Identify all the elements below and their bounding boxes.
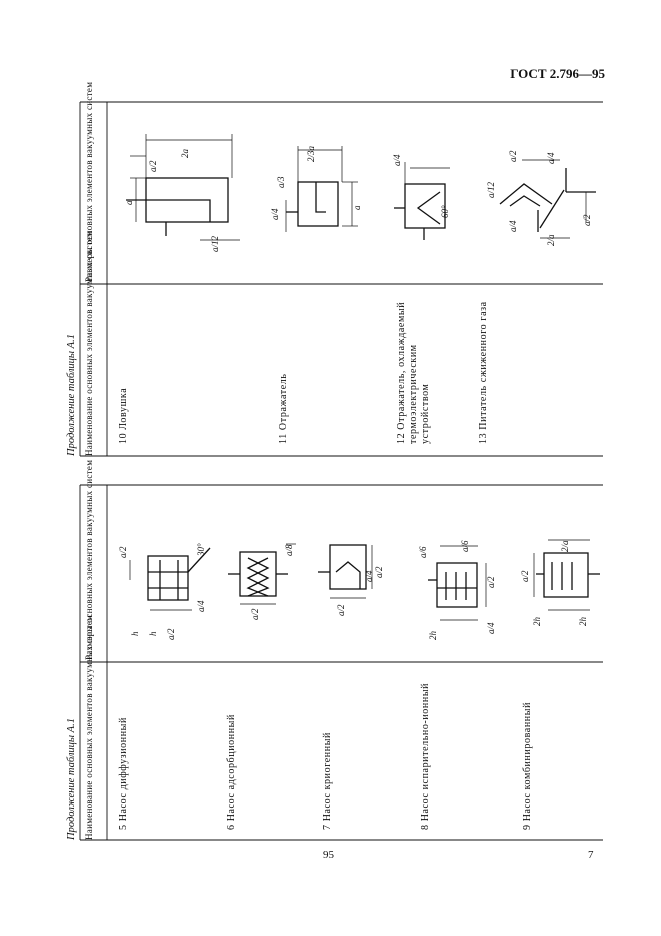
dim-label-2hb-comb: 2h: [578, 617, 588, 626]
figure-evaporation-ion-pump: [428, 563, 477, 607]
dim-label-a2-ads: a/2: [250, 608, 260, 620]
figure-cooled-reflector: [394, 184, 445, 240]
dim-label-a4-cooled: a/4: [392, 154, 402, 166]
evaporation-ion-pump-dims: [440, 546, 486, 620]
dim-label-a: a: [124, 200, 134, 205]
row-label-cryogenic-pump: 7 Насос криогенный: [322, 732, 333, 830]
row-label-evaporation-ion-pump: 8 Насос испарительно-ионный: [420, 682, 431, 830]
figure-adsorption-pump: [228, 552, 288, 596]
dim-label-a2-feeder-right: a/2: [582, 214, 592, 226]
dim-label-2a: 2a: [180, 149, 190, 158]
top-table-frame: [80, 81, 603, 456]
figure-trap: [126, 178, 228, 236]
page-number-left: 95: [323, 849, 334, 861]
bottom-col-name-header: Наименование основных элементов вакуумных систем: [84, 614, 94, 840]
row-label-adsorption-pump: 6 Насос адсорбционный: [226, 714, 237, 830]
caption-top: Продолжение таблицы А.1: [66, 334, 77, 456]
row-label-gas-feeder: 13 Питатель сжиженного газа: [478, 301, 489, 444]
dim-label-a-right: a: [352, 205, 362, 210]
reflector-dims: [286, 146, 358, 232]
dim-label-h2-diff: h: [148, 631, 158, 636]
dim-label-2a-feeder: 2/a: [546, 234, 556, 246]
top-col-size-header: Размеры основных элементов вакуумных систем: [84, 81, 94, 282]
dim-label-60deg: 60°: [440, 205, 450, 218]
dim-label-a4: a/4: [270, 208, 280, 220]
row-label-trap: 10 Ловушка: [118, 387, 129, 444]
caption-bottom: Продолжение таблицы А.1: [66, 718, 77, 840]
dim-label-a2-comb: 2/a: [560, 540, 570, 552]
row-label-reflector: 11 Отражатель: [278, 373, 289, 444]
standard-header: ГОСТ 2.796—95: [510, 66, 605, 81]
figure-cryogenic-pump: [318, 545, 366, 589]
dim-label-a3: a/3: [276, 176, 286, 188]
dim-label-2h-ion: 2h: [428, 631, 438, 640]
dim-label-a2-feeder: a/2: [508, 150, 518, 162]
dim-label-h-diff: h: [130, 631, 140, 636]
dim-label-a4-feeder: a/4: [546, 152, 556, 164]
cooled-reflector-dims: [405, 162, 450, 184]
dim-label-30deg: 30°: [196, 543, 206, 556]
gas-feeder-dims: [522, 160, 586, 238]
dim-label-a2-diff: a/2: [118, 546, 128, 558]
dim-label-a12-feeder: a/12: [486, 181, 496, 198]
figure-reflector: [286, 182, 338, 226]
dim-label-a4-ion: a/4: [486, 622, 496, 634]
dim-label-a2b-comb: a/2: [520, 570, 530, 582]
dim-label-2h-comb: 2h: [532, 617, 542, 626]
row-label-combined-pump: 9 Насос комбинированный: [522, 701, 533, 830]
figure-combined-pump: [536, 553, 600, 597]
row-label-cooled-reflector: 12 Отражатель, охлаждаемый термоэлектрическим устройством: [396, 301, 431, 444]
dim-label-a2: a/2: [148, 160, 158, 172]
page-number-right: 7: [588, 849, 594, 861]
dim-label-a12: a/12: [210, 235, 220, 252]
dim-label-a8-ads: a/8: [284, 544, 294, 556]
dim-label-a2-ion: a/2: [486, 576, 496, 588]
dim-label-a2b-diff: a/2: [166, 628, 176, 640]
dim-label-23a: 2/3a: [306, 145, 316, 162]
dim-label-a2-cryo: a/2: [374, 566, 384, 578]
dim-label-a4-diff: a/4: [196, 600, 206, 612]
dim-label-a2b-cryo: a/2: [336, 604, 346, 616]
diffusion-pump-dims: [130, 560, 192, 610]
dim-label-a4h-feeder: a/4: [508, 220, 518, 232]
dim-label-a6b-ion: a/6: [460, 540, 470, 552]
dim-label-a4-cryo: a/4: [364, 570, 374, 582]
top-col-name-header: Наименование основных элементов вакуумных систем: [84, 230, 94, 456]
row-label-diffusion-pump: 5 Насос диффузионный: [118, 717, 129, 830]
dim-label-a6-ion: a/6: [418, 546, 428, 558]
bottom-col-size-header: Размеры основных элементов вакуумных систем: [84, 459, 94, 660]
